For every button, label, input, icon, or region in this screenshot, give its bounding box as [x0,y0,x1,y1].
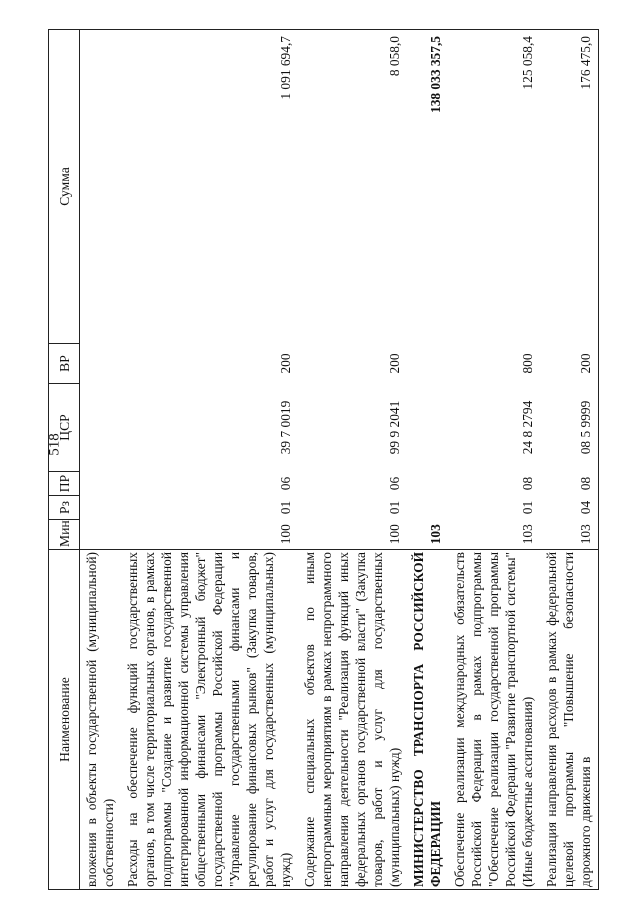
row-min: 100 [278,524,293,545]
row-name: Обеспечение реализации международных обязательств Российской Федерации в рамках подпрограммы "Обеспечение реализации государственной программы Российской Федерации "Развитие транспортной системы" (Иные бюджетные ассигнования) [448,550,540,890]
row-rz [80,496,122,520]
row-min: 100 [387,524,402,545]
row-pr: 06 [278,476,293,491]
header-csr: ЦСР [49,384,80,472]
header-vr: ВР [49,344,80,384]
row-min: 103 [520,524,535,545]
row-sum: 125 058,4 [448,30,540,344]
row-pr: 08 [520,476,535,491]
table-row [298,30,407,890]
row-vr: 200 [540,344,599,384]
row-pr: 08 [540,472,599,496]
row-rz: 04 [540,496,599,520]
row-min: 103 [540,520,599,550]
row-csr: 24 8 2794 [520,400,535,455]
table-row [80,30,122,890]
row-sum: 176 475,0 [540,30,599,344]
row-pr [80,472,122,496]
row-sum [80,30,122,344]
row-rz: 01 [520,500,535,515]
row-vr: 200 [278,353,293,374]
row-csr: 99 9 2041 [387,400,402,455]
table-row [121,30,298,890]
table-row-ministry [407,30,448,890]
row-rz [407,496,448,520]
ministry-name: МИНИСТЕРСТВО ТРАНСПОРТА РОССИЙСКОЙ ФЕДЕРАЦИИ [407,550,448,890]
header-pr: ПР [49,472,80,496]
row-csr: 39 7 0019 [278,400,293,455]
row-pr [407,472,448,496]
table-row [448,30,540,890]
row-sum: 8 058,0 [298,30,407,344]
header-name: Наименование [49,550,80,890]
page-number: 518 [46,433,63,456]
row-sum: 1 091 694,7 [121,30,298,344]
header-sum: Сумма [49,30,80,344]
row-rz: 01 [387,500,402,515]
table-header-row [49,30,80,890]
budget-table-sheet [48,30,618,890]
row-csr [407,384,448,472]
ministry-sum: 138 033 357,5 [407,30,448,344]
row-csr [80,384,122,472]
row-name: вложения в объекты государственной (муниципальной) собственности) [80,550,122,890]
row-name: Реализация направления расходов в рамках федеральной целевой программы "Повышение безопасности дорожного движения в [540,550,599,890]
row-csr: 08 5 9999 [540,384,599,472]
budget-table [48,29,599,890]
row-pr: 06 [387,476,402,491]
ministry-min: 103 [428,524,443,545]
row-name: Расходы на обеспечение функций государственных органов, в том числе территориальных органов, в рамках подпрограммы "Создание и развитие государственной интегрированной информационной системы управления общественными финансами "Электронный бюджет" государственной программы Российской Федерации "Управление государственными финансами и регулирование финансовых рынков" (Закупка товаров, работ и услуг для государственных (муниципальных) нужд) [121,550,298,890]
header-min: Мин [49,520,80,550]
row-name: Содержание специальных объектов по иным непрограммным мероприятиям в рамках непрограммного направления деятельности "Реализация функций иных федеральных органов государственной власти" (Закупка товаров, работ и услуг для государственных (муниципальных) нужд) [298,550,407,890]
row-min [80,520,122,550]
row-rz: 01 [278,500,293,515]
row-vr: 200 [387,353,402,374]
row-vr: 800 [520,353,535,374]
table-row [540,30,599,890]
row-vr [407,344,448,384]
header-rz: Рз [49,496,80,520]
row-vr [80,344,122,384]
